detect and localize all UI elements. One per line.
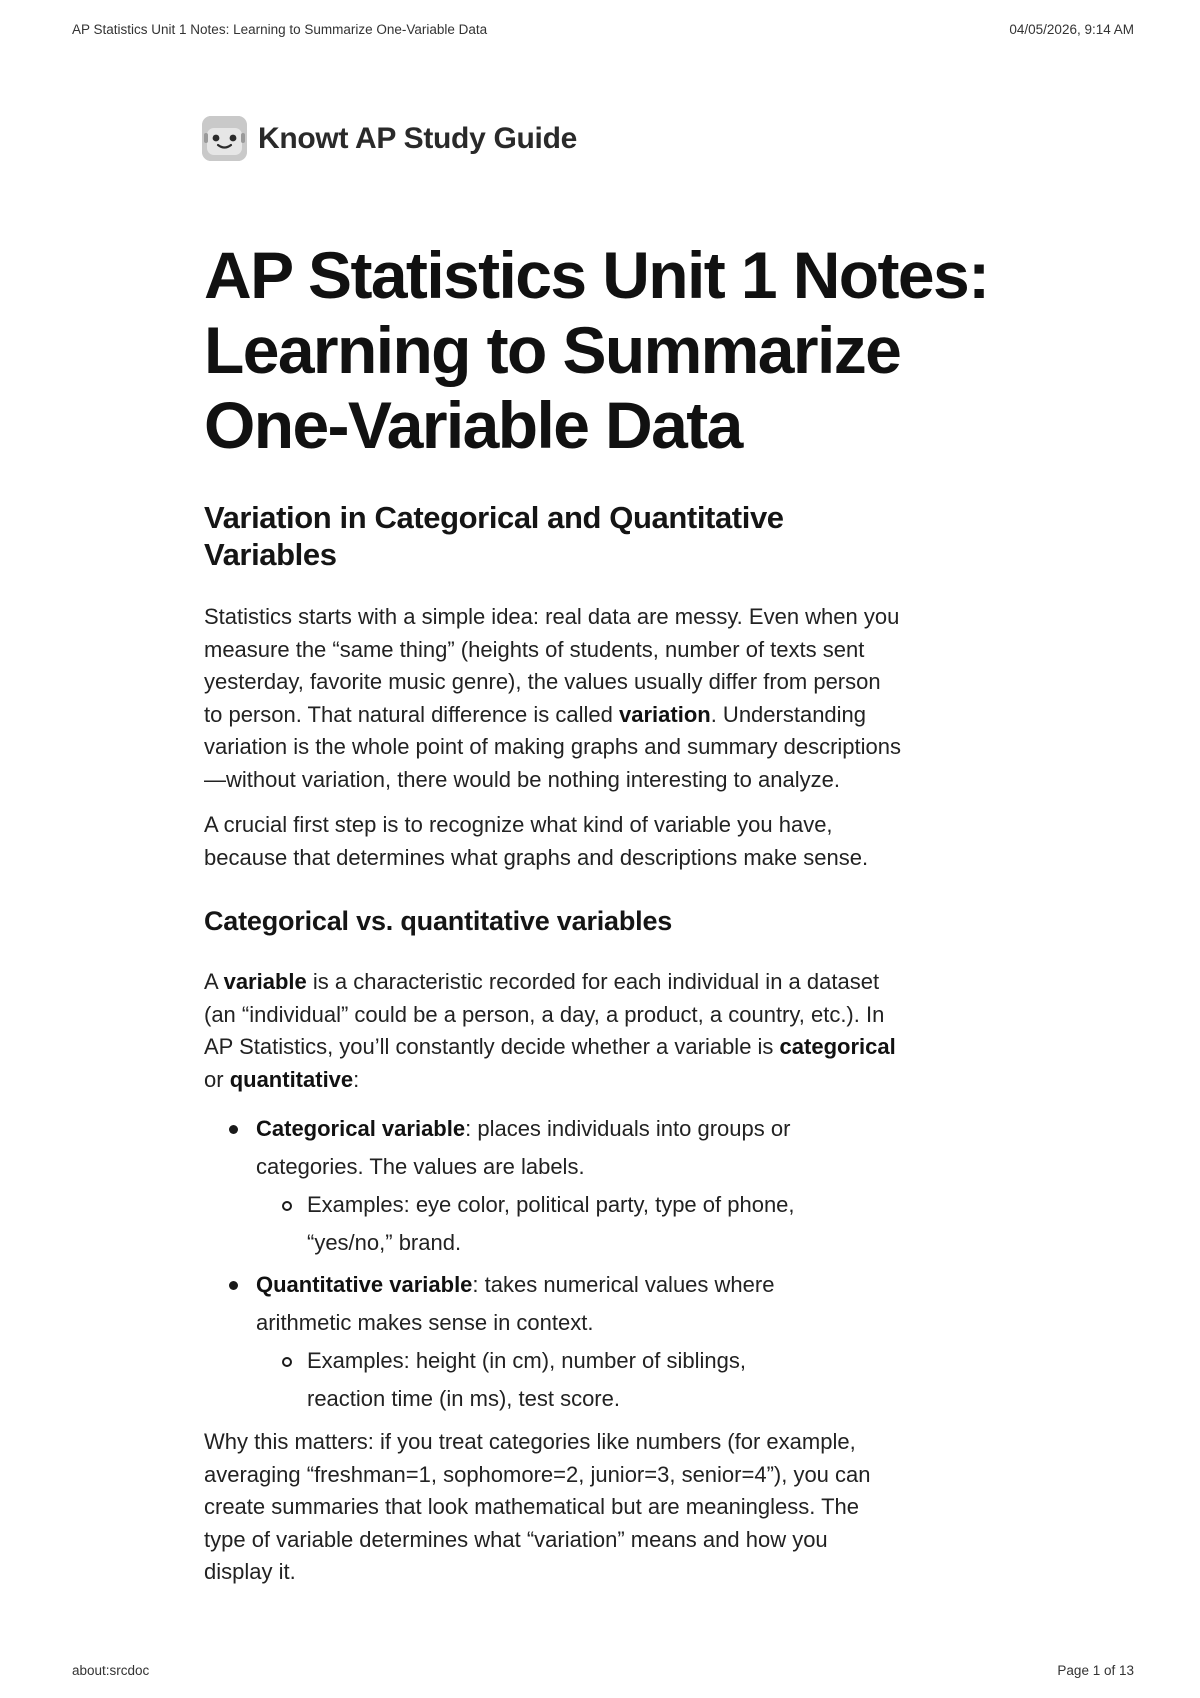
bullet-term: Categorical variable xyxy=(256,1116,466,1141)
text-segment: or xyxy=(204,1066,230,1092)
document-body xyxy=(204,238,1010,1589)
print-header xyxy=(72,22,1134,37)
bullet-term: Quantitative variable xyxy=(256,1272,473,1297)
example-text: Examples: eye color, political party, type of phone, xyxy=(307,1192,795,1217)
brand-name: Knowt AP Study Guide xyxy=(258,121,578,155)
intro-paragraph xyxy=(204,601,1010,796)
text-segment: A xyxy=(204,969,224,994)
list-item xyxy=(204,1266,1010,1418)
term-variable: variable xyxy=(223,969,307,994)
text-line: yesterday, favorite music genre), the values usually differ from person xyxy=(204,669,881,694)
bullet-text: arithmetic makes sense in context. xyxy=(256,1310,594,1335)
list-item xyxy=(204,1110,1010,1262)
text-line: Statistics starts with a simple idea: real data are messy. Even when you xyxy=(204,604,900,629)
sub-list-item xyxy=(256,1342,1010,1418)
sub-list xyxy=(256,1186,1010,1262)
text-line: because that determines what graphs and descriptions make sense. xyxy=(204,844,869,870)
subsection-heading: Categorical vs. quantitative variables xyxy=(204,906,673,936)
example-text: Examples: height (in cm), number of siblings, xyxy=(307,1348,746,1373)
bullet-text: : places individuals into groups or xyxy=(465,1116,791,1141)
text-line: averaging “freshman=1, sophomore=2, junior=3, senior=4”), you can xyxy=(204,1461,871,1487)
text-line: display it. xyxy=(204,1559,296,1584)
bullet-ring-icon xyxy=(282,1201,292,1211)
example-text: “yes/no,” brand. xyxy=(307,1230,462,1255)
text-line: type of variable determines what “variation” means and how you xyxy=(204,1526,828,1552)
print-footer xyxy=(72,1663,1134,1678)
bullet-text: : takes numerical values where xyxy=(472,1272,775,1297)
page-title-line: AP Statistics Unit 1 Notes: xyxy=(204,238,989,312)
term-categorical: categorical xyxy=(779,1034,896,1059)
section-heading-line: Variation in Categorical and Quantitative xyxy=(204,500,784,535)
variable-type-paragraph xyxy=(204,809,1010,874)
variable-types-list xyxy=(204,1110,1010,1418)
text-segment: to person. That natural difference is called xyxy=(204,701,619,727)
page-title xyxy=(204,238,1010,463)
page-title-line: Learning to Summarize xyxy=(204,313,901,387)
why-it-matters-paragraph xyxy=(204,1426,1010,1589)
text-segment: . Understanding xyxy=(710,701,867,727)
knowt-mascot-icon xyxy=(202,116,247,161)
text-line: —without variation, there would be nothing interesting to analyze. xyxy=(204,766,840,792)
bullet-dot-icon xyxy=(229,1281,238,1290)
text-segment: : xyxy=(353,1066,360,1092)
text-line: measure the “same thing” (heights of students, number of texts sent xyxy=(204,636,865,662)
text-line: Why this matters: if you treat categories like numbers (for example, xyxy=(204,1429,856,1454)
text-line: (an “individual” could be a person, a day, a product, a country, etc.). In xyxy=(204,1001,885,1027)
bullet-text: categories. The values are labels. xyxy=(256,1154,585,1179)
sub-list-item xyxy=(256,1186,1010,1262)
brand-header xyxy=(202,116,577,161)
term-variation: variation xyxy=(619,701,711,727)
variable-definition-paragraph xyxy=(204,966,1010,1096)
text-segment: AP Statistics, you’ll constantly decide whether a variable is xyxy=(204,1034,780,1059)
print-footer-url: about:srcdoc xyxy=(72,1663,150,1678)
text-line: create summaries that look mathematical but are meaningless. The xyxy=(204,1494,860,1519)
bullet-dot-icon xyxy=(229,1125,238,1134)
page-title-line: One-Variable Data xyxy=(204,388,742,462)
section-heading-line: Variables xyxy=(204,537,337,572)
text-line: variation is the whole point of making graphs and summary descriptions xyxy=(204,734,902,759)
term-quantitative: quantitative xyxy=(229,1066,354,1092)
example-text: reaction time (in ms), test score. xyxy=(307,1386,620,1411)
page-number: Page 1 of 13 xyxy=(1057,1663,1134,1678)
text-line: A crucial first step is to recognize what kind of variable you have, xyxy=(204,812,833,837)
text-segment: is a characteristic recorded for each individual in a dataset xyxy=(306,969,880,994)
bullet-ring-icon xyxy=(282,1357,292,1367)
print-header-title: AP Statistics Unit 1 Notes: Learning to Summarize One-Variable Data xyxy=(72,22,488,37)
sub-list xyxy=(256,1342,1010,1418)
section-heading xyxy=(204,499,1010,573)
print-header-datetime: 04/05/2026, 9:14 AM xyxy=(1009,22,1134,37)
